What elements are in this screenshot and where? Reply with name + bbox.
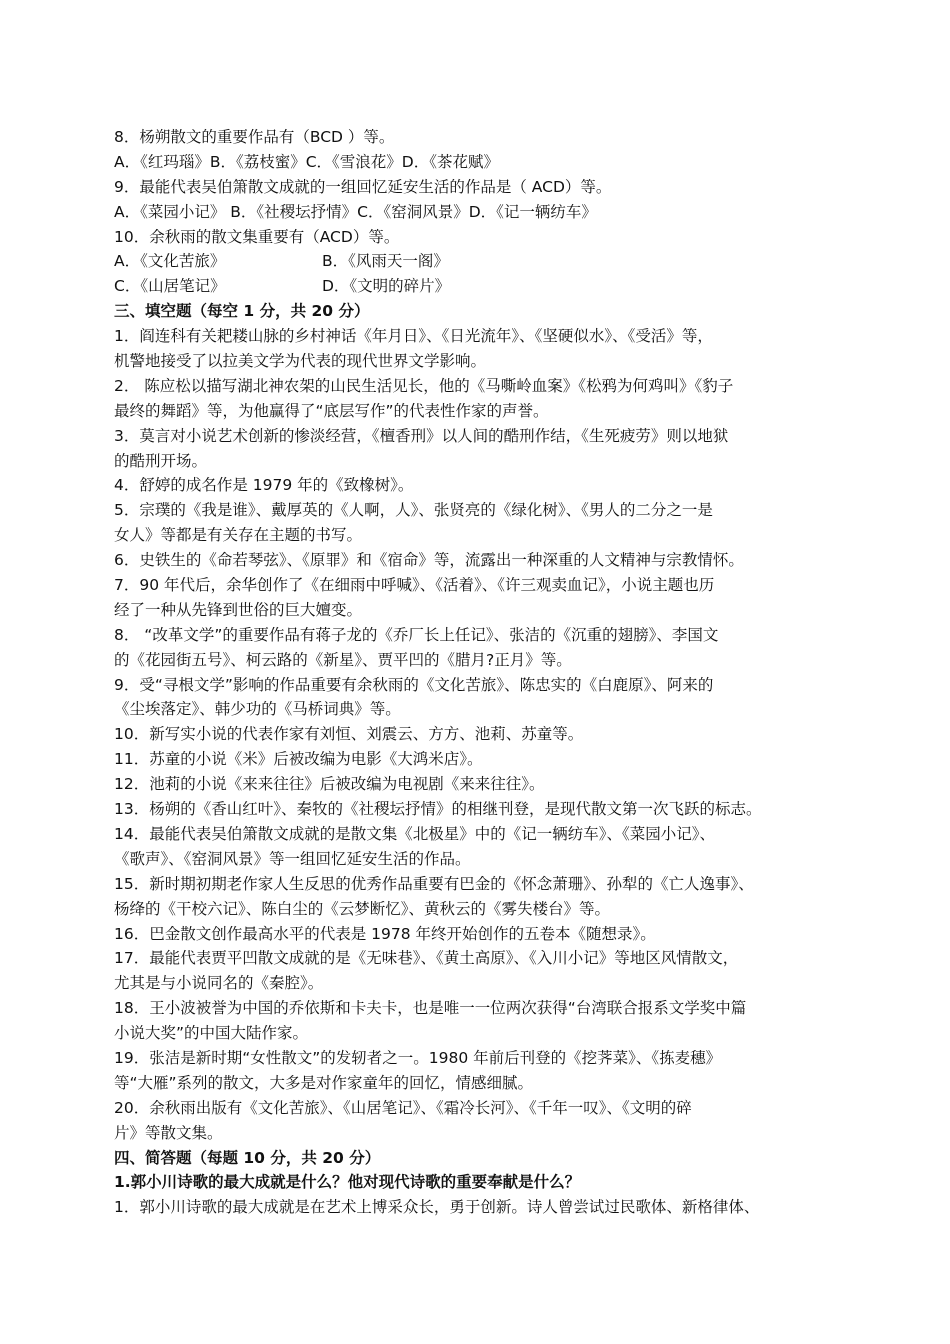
- fill-line: 最终的舞蹈》等，为他赢得了“底层写作”的代表性作家的声誉。: [114, 401, 549, 420]
- fill-line: 等“大雁”系列的散文，大多是对作家童年的回忆，情感细腻。: [114, 1073, 534, 1092]
- fill-line: 17．最能代表贾平凹散文成就的是《无味巷》、《黄土高原》、《入川小记》等地区风情散文，: [114, 949, 739, 968]
- short-answer-question-1: 1.郭小川诗歌的最大成就是什么？他对现代诗歌的重要奉献是什么？: [114, 1173, 581, 1192]
- fill-line: 4．舒婷的成名作是 1979 年的《致橡树》。: [114, 476, 414, 495]
- fill-line: 经了一种从先锋到世俗的巨大嬗变。: [114, 600, 363, 619]
- fill-blank-heading: 三、填空题（每空 1 分，共 20 分）: [114, 302, 370, 321]
- document-page: [114, 125, 854, 1220]
- question-9: 9．最能代表吴伯箫散文成就的一组回忆延安生活的作品是（ ACD）等。: [114, 177, 612, 196]
- fill-line: 9．受“寻根文学”影响的作品重要有余秋雨的《文化苦旅》、陈忠实的《白鹿原》、阿来的: [114, 675, 714, 694]
- fill-line: 14．最能代表吴伯箫散文成就的是散文集《北极星》中的《记一辆纺车》、《菜园小记》、: [114, 824, 715, 843]
- fill-line: 《尘埃落定》、韩少功的《马桥词典》等。: [114, 700, 401, 719]
- question-10-options-row-2: [114, 274, 854, 299]
- fill-line: 20．余秋雨出版有《文化苦旅》、《山居笔记》、《霜冷长河》、《千年一叹》、《文明的碎: [114, 1098, 692, 1117]
- fill-line: 片》等散文集。: [114, 1123, 223, 1142]
- question-10-options-row-1: [114, 249, 854, 274]
- option-d: D．《文明的碎片》: [322, 277, 451, 296]
- fill-line: 2． 陈应松以描写湖北神农架的山民生活见长，他的《马嘶岭血案》《松鸦为何鸡叫》《豹子: [114, 376, 734, 395]
- question-9-options: A．《菜园小记》 B．《社稷坛抒情》C．《窑洞风景》D．《记一辆纺车》: [114, 202, 597, 221]
- fill-line: 1．阎连科有关耙耧山脉的乡村神话《年月日》、《日光流年》、《坚硬似水》、《受活》等，: [114, 327, 713, 346]
- fill-line: 《歌声》、《窑洞风景》等一组回忆延安生活的作品。: [114, 849, 471, 868]
- fill-line: 6．史铁生的《命若琴弦》、《原罪》和《宿命》等，流露出一种深重的人文精神与宗教情怀。: [114, 551, 744, 570]
- fill-line: 小说大奖”的中国大陆作家。: [114, 1024, 309, 1043]
- fill-line: 女人》等都是有关存在主题的书写。: [114, 526, 363, 545]
- option-a: A．《文化苦旅》: [114, 252, 226, 271]
- question-10: 10．余秋雨的散文集重要有（ACD）等。: [114, 227, 400, 246]
- fill-line: 3．莫言对小说艺术创新的惨淡经营，《檀香刑》以人间的酷刑作结，《生死疲劳》则以地狱: [114, 426, 729, 445]
- fill-line: 19．张洁是新时期“女性散文”的发轫者之一。1980 年前后刊登的《挖荠菜》、《拣麦穗》: [114, 1048, 722, 1067]
- short-answer-text: 1．郭小川诗歌的最大成就是在艺术上博采众长，勇于创新。诗人曾尝试过民歌体、新格律体、: [114, 1198, 760, 1217]
- fill-line: 16．巴金散文创作最高水平的代表是 1978 年终开始创作的五卷本《随想录》。: [114, 924, 656, 943]
- fill-line: 12．池莉的小说《来来往往》后被改编为电视剧《来来往往》。: [114, 775, 545, 794]
- fill-line: 机警地接受了以拉美文学为代表的现代世界文学影响。: [114, 352, 487, 371]
- fill-line: 11．苏童的小说《米》后被改编为电影《大鸿米店》。: [114, 750, 483, 769]
- fill-line: 尤其是与小说同名的《秦腔》。: [114, 974, 324, 993]
- fill-line: 的《花园街五号》、柯云路的《新星》、贾平凹的《腊月?正月》等。: [114, 650, 572, 669]
- fill-line: 5．宗璞的《我是谁》、戴厚英的《人啊，人》、张贤亮的《绿化树》、《男人的二分之一是: [114, 501, 713, 520]
- fill-line: 15．新时期初期老作家人生反思的优秀作品重要有巴金的《怀念萧珊》、孙犁的《亡人逸事》、: [114, 874, 754, 893]
- fill-line: 杨绛的《干校六记》、陈白尘的《云梦断忆》、黄秋云的《雾失楼台》等。: [114, 899, 611, 918]
- question-8-options: A．《红玛瑙》B．《荔枝蜜》C．《雪浪花》D．《茶花赋》: [114, 152, 499, 171]
- fill-line: 的酷刑开场。: [114, 451, 208, 470]
- fill-line: 18．王小波被誉为中国的乔依斯和卡夫卡，也是唯一一位两次获得“台湾联合报系文学奖中篇: [114, 999, 747, 1018]
- fill-line: 7．90 年代后，余华创作了《在细雨中呼喊》、《活着》、《许三观卖血记》，小说主题也历: [114, 576, 715, 595]
- option-b: B．《风雨天一阁》: [322, 252, 449, 271]
- fill-line: 10．新写实小说的代表作家有刘恒、刘震云、方方、池莉、苏童等。: [114, 725, 584, 744]
- short-answer-heading: 四、简答题（每题 10 分，共 20 分）: [114, 1148, 381, 1167]
- option-c: C．《山居笔记》: [114, 277, 226, 296]
- fill-line: 8． “改革文学”的重要作品有蒋子龙的《乔厂长上任记》、张洁的《沉重的翅膀》、李国文: [114, 625, 719, 644]
- fill-line: 13．杨朔的《香山红叶》、秦牧的《社稷坛抒情》的相继刊登，是现代散文第一次飞跃的标志。: [114, 800, 762, 819]
- question-8: 8．杨朔散文的重要作品有（BCD ）等。: [114, 128, 395, 146]
